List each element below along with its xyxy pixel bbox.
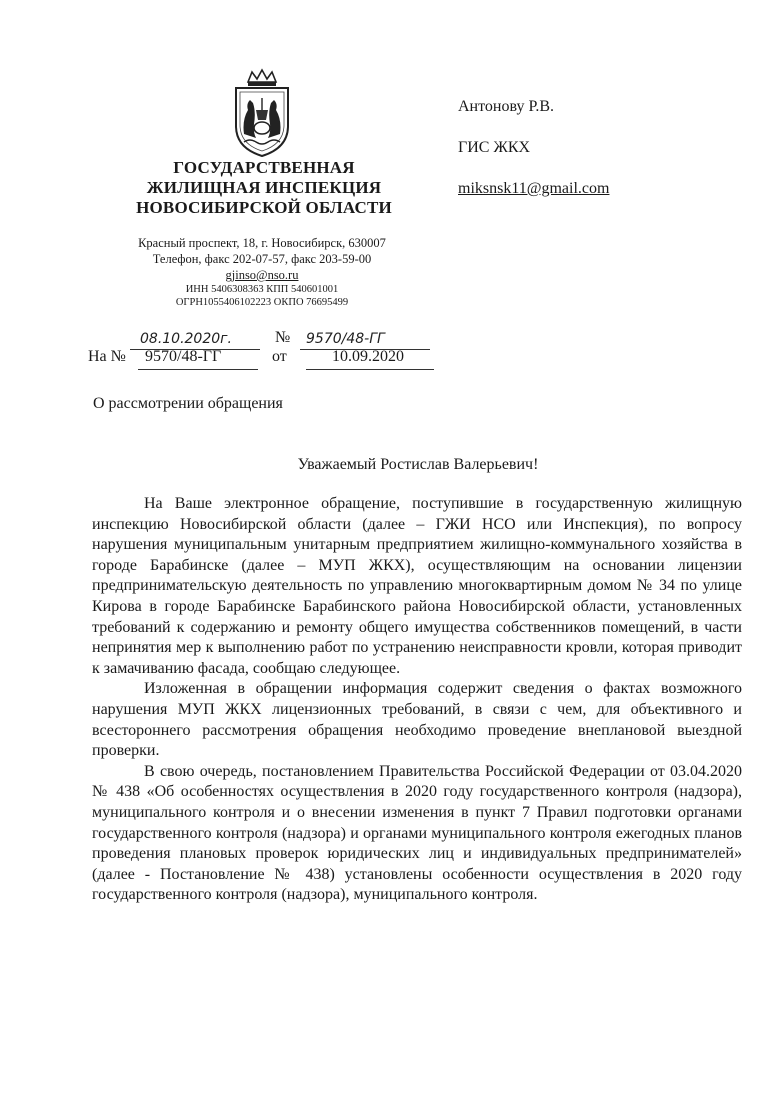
recipient-name: Антонову Р.В.	[458, 98, 555, 115]
letter-body	[92, 494, 742, 906]
reference-date-underline	[306, 369, 434, 370]
reference-date-label: от	[272, 348, 287, 365]
org-address: Красный проспект, 18, г. Новосибирск, 630007	[138, 236, 386, 250]
outgoing-number: 9570/48-ГГ	[306, 331, 385, 347]
body-paragraph: Изложенная в обращении информация содержит сведения о фактах возможного нарушения МУП ЖКХ лицензионных требований, в связи с чем, для объективного и всестороннего рассмотрения обращения необходимо проведение внеплановой выездной проверки.	[92, 680, 742, 760]
organization-name	[112, 158, 416, 218]
org-ogrn-okpo: ОГРН1055406102223 ОКПО 76695499	[175, 297, 349, 308]
org-email: gjinso@nso.ru	[225, 268, 299, 282]
letter-subject: О рассмотрении обращения	[93, 395, 283, 412]
letter-greeting: Уважаемый Ростислав Валерьевич!	[297, 456, 539, 473]
recipient-system: ГИС ЖКХ	[458, 139, 531, 156]
org-phone: Телефон, факс 202-07-57, факс 203-59-00	[152, 252, 372, 266]
reference-number-label: На №	[88, 348, 126, 365]
outgoing-date: 08.10.2020г.	[140, 331, 232, 347]
organization-details	[100, 235, 424, 309]
reference-date: 10.09.2020	[332, 348, 404, 365]
recipient-email: miksnsk11@gmail.com	[458, 180, 610, 197]
org-name-line-1: ГОСУДАРСТВЕННАЯ	[173, 158, 355, 177]
coat-of-arms-emblem	[226, 68, 298, 160]
reference-number: 9570/48-ГГ	[145, 348, 222, 365]
reference-number-underline	[138, 369, 258, 370]
body-paragraph: В свою очередь, постановлением Правительства Российской Федерации от 03.04.2020 № 438 «Об особенностях осуществления в 2020 году государственного контроля (надзора), муниципального контроля и о внесении изменения в пункт 7 Правил подготовки органами государственного контроля (надзора) и органами муниципального контроля ежегодных планов проведения плановых проверок юридических лиц и индивидуальных предпринимателей» (далее - Постановление № 438) установлены особенности осуществления в 2020 году государственного контроля (надзора), муниципального контроля.	[92, 762, 742, 904]
body-paragraph: На Ваше электронное обращение, поступившие в государственную жилищную инспекцию Новосибирской области (далее – ГЖИ НСО или Инспекция), по вопросу нарушения муниципальным унитарным предприятием жилищно-коммунального хозяйства в городе Барабинске (далее – МУП ЖКХ), осуществляющим на основании лицензии предпринимательскую деятельность по управлению многоквартирным домом № 34 по улице Кирова в городе Барабинске Барабинского района Новосибирской области, установленных требований к содержанию и ремонту общего имущества собственников помещений, в части непринятия мер к выполнению работ по устранению неисправности кровли, которая приводит к замачиванию фасада, сообщаю следующее.	[92, 495, 742, 677]
org-name-line-2: ЖИЛИЩНАЯ ИНСПЕКЦИЯ	[146, 178, 382, 197]
org-inn-kpp: ИНН 5406308363 КПП 540601001	[185, 284, 339, 295]
outgoing-number-sign: №	[275, 329, 291, 346]
org-name-line-3: НОВОСИБИРСКОЙ ОБЛАСТИ	[136, 198, 392, 217]
